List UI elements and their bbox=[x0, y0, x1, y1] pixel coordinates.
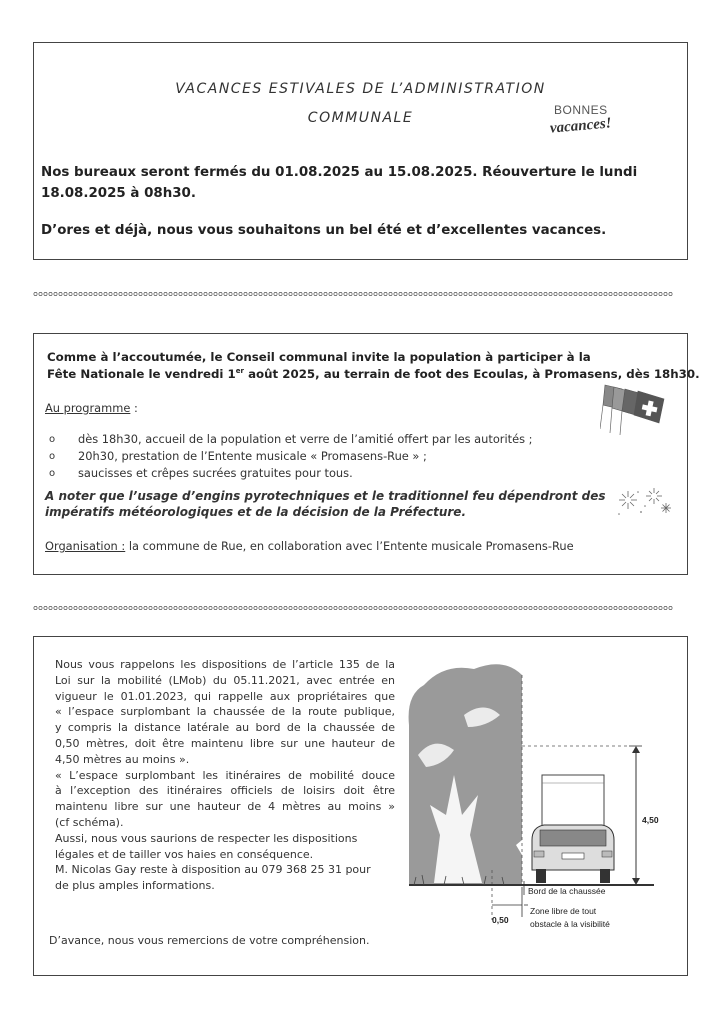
dotted-separator bbox=[33, 603, 673, 613]
holiday-wishes: D’ores et déjà, nous vous souhaitons un bel été et d’excellentes vacances. bbox=[41, 223, 607, 238]
mobility-law-box bbox=[33, 636, 688, 976]
bullet-icon: o bbox=[49, 434, 56, 445]
closure-line2: 18.08.2025 à 08h30. bbox=[41, 186, 196, 201]
programme-item: dès 18h30, accueil de la population et verre de l’amitié offert par les autorités ; bbox=[78, 432, 533, 446]
pyro-note-line1: A noter que l’usage d’engins pyrotechniques et le traditionnel feu dépendront des bbox=[45, 489, 606, 503]
clearance-diagram bbox=[404, 655, 664, 927]
holiday-notice-box bbox=[33, 42, 688, 260]
van-icon bbox=[532, 775, 614, 883]
swiss-flags-icon bbox=[600, 379, 668, 437]
invite-line2: Fête Nationale le vendredi 1er août 2025, au terrain de foot des Ecoulas, à Promasens, dès 18h30. bbox=[47, 367, 700, 381]
bullet-icon: o bbox=[49, 451, 56, 462]
zone-label-line2: obstacle à la visibilité bbox=[530, 919, 610, 927]
mobility-paragraph: Nous vous rappelons les dispositions de l’article 135 de la Loi sur la mobilité (LMob) du 05.11.2021, avec entrée en vigueur le 01.01.2023, qui rappelle aux propriétaires que « l’espace surplombant la chaussée de la route publique, y compris la distance latérale au bord de la chaussée de 0,50 mètres, doit être maintenu libre sur une hauteur de 4,50 mètres au moins ». « L’espace surplombant les itinéraires de mobilité douce à l’exception des itinéraires officiels de loisirs doit être maintenu libre sur une hauteur de 4 mètres au moins » (cf schéma). Aussi, nous vous saurions de respecter les dispositions légales et de tailler vos haies en conséquence. M. Nicolas Gay reste à disposition au 079 368 25 31 pour de plus amples informations. bbox=[55, 658, 395, 893]
bonnes-vacances-badge bbox=[546, 101, 636, 149]
national-day-box bbox=[33, 333, 700, 575]
organisation-line: Organisation : la commune de Rue, en collaboration avec l’Entente musicale Promasens-Rue bbox=[45, 539, 574, 553]
zone-label-line1: Zone libre de tout bbox=[530, 906, 597, 916]
invite-line1: Comme à l’accoutumée, le Conseil communal invite la population à participer à la bbox=[47, 350, 591, 364]
badge-line2: vacances! bbox=[549, 115, 613, 137]
pyro-note-line2: impératifs météorologiques et de la décision de la Préfecture. bbox=[45, 505, 466, 519]
programme-item: saucisses et crêpes sucrées gratuites pour tous. bbox=[78, 466, 353, 480]
holiday-title-line2: COMMUNALE bbox=[307, 110, 414, 126]
closure-line1: Nos bureaux seront fermés du 01.08.2025 au 15.08.2025. Réouverture le lundi bbox=[41, 165, 638, 180]
width-label: 0,50 bbox=[492, 915, 509, 925]
holiday-title-line1: VACANCES ESTIVALES DE L’ADMINISTRATION bbox=[175, 81, 546, 97]
badge-line1: BONNES bbox=[554, 103, 608, 117]
programme-item: 20h30, prestation de l’Entente musicale « Promasens-Rue » ; bbox=[78, 449, 427, 463]
programme-heading: Au programme : bbox=[45, 401, 138, 415]
bullet-icon: o bbox=[49, 468, 56, 479]
height-label: 4,50 bbox=[642, 815, 659, 825]
dotted-separator bbox=[33, 289, 673, 299]
fireworks-icon bbox=[614, 484, 674, 520]
closing-thanks: D’avance, nous vous remercions de votre compréhension. bbox=[49, 934, 370, 947]
road-edge-label: Bord de la chaussée bbox=[528, 886, 606, 896]
